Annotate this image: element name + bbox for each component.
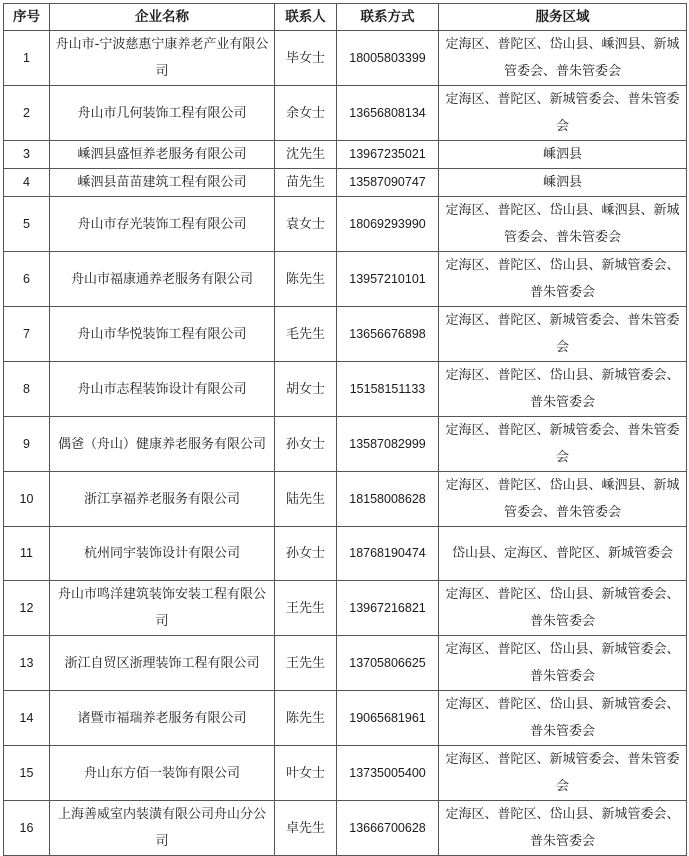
table-row [4,307,687,362]
row-contact: 袁女士 [275,197,337,252]
row-no: 6 [4,252,50,307]
table-row [4,169,687,197]
row-contact: 胡女士 [275,362,337,417]
row-contact: 孙女士 [275,417,337,472]
row-no: 5 [4,197,50,252]
row-no: 4 [4,169,50,197]
row-no: 7 [4,307,50,362]
row-no: 1 [4,31,50,86]
row-phone: 13587090747 [337,169,439,197]
row-area: 定海区、普陀区、岱山县、新城管委会、普朱管委会 [439,252,687,307]
row-no: 16 [4,801,50,856]
row-phone: 13735005400 [337,746,439,801]
row-no: 10 [4,472,50,527]
table-row [4,581,687,636]
row-company: 浙江自贸区浙理装饰工程有限公司 [50,636,275,691]
row-area: 定海区、普陀区、新城管委会、普朱管委会 [439,86,687,141]
table-row [4,636,687,691]
table-row [4,417,687,472]
row-area: 嵊泗县 [439,169,687,197]
row-no: 13 [4,636,50,691]
table-row [4,472,687,527]
row-contact: 陈先生 [275,252,337,307]
row-company: 偶爸（舟山）健康养老服务有限公司 [50,417,275,472]
row-area: 定海区、普陀区、岱山县、新城管委会、普朱管委会 [439,362,687,417]
row-contact: 王先生 [275,581,337,636]
row-contact: 沈先生 [275,141,337,169]
row-company: 舟山市鸣洋建筑装饰安装工程有限公司 [50,581,275,636]
header-row [4,4,687,31]
row-area: 岱山县、定海区、普陀区、新城管委会 [439,527,687,581]
header-contact: 联系人 [275,4,337,31]
row-no: 11 [4,527,50,581]
row-area: 定海区、普陀区、岱山县、嵊泗县、新城管委会、普朱管委会 [439,197,687,252]
row-phone: 13967235021 [337,141,439,169]
table-row [4,141,687,169]
row-area: 嵊泗县 [439,141,687,169]
row-company: 舟山东方佰一装饰有限公司 [50,746,275,801]
header-area: 服务区域 [439,4,687,31]
table-row [4,746,687,801]
row-phone: 18005803399 [337,31,439,86]
row-contact: 毕女士 [275,31,337,86]
row-contact: 余女士 [275,86,337,141]
row-company: 诸暨市福瑞养老服务有限公司 [50,691,275,746]
table-row [4,197,687,252]
row-phone: 13656676898 [337,307,439,362]
row-area: 定海区、普陀区、岱山县、新城管委会、普朱管委会 [439,581,687,636]
table-row [4,527,687,581]
row-company: 舟山市几何装饰工程有限公司 [50,86,275,141]
row-company: 浙江享福养老服务有限公司 [50,472,275,527]
row-area: 定海区、普陀区、新城管委会、普朱管委会 [439,746,687,801]
row-phone: 15158151133 [337,362,439,417]
header-company: 企业名称 [50,4,275,31]
row-area: 定海区、普陀区、岱山县、嵊泗县、新城管委会、普朱管委会 [439,472,687,527]
row-no: 15 [4,746,50,801]
row-no: 12 [4,581,50,636]
row-phone: 18158008628 [337,472,439,527]
row-phone: 13587082999 [337,417,439,472]
row-area: 定海区、普陀区、新城管委会、普朱管委会 [439,307,687,362]
row-no: 8 [4,362,50,417]
table-row [4,252,687,307]
row-company: 舟山市福康通养老服务有限公司 [50,252,275,307]
row-contact: 卓先生 [275,801,337,856]
row-phone: 19065681961 [337,691,439,746]
service-provider-table [3,3,687,856]
row-area: 定海区、普陀区、新城管委会、普朱管委会 [439,417,687,472]
row-area: 定海区、普陀区、岱山县、新城管委会、普朱管委会 [439,801,687,856]
row-company: 舟山市志程装饰设计有限公司 [50,362,275,417]
row-company: 嵊泗县盛恒养老服务有限公司 [50,141,275,169]
row-no: 14 [4,691,50,746]
table-row [4,691,687,746]
row-area: 定海区、普陀区、岱山县、嵊泗县、新城管委会、普朱管委会 [439,31,687,86]
row-phone: 18768190474 [337,527,439,581]
row-company: 舟山市华悦装饰工程有限公司 [50,307,275,362]
row-area: 定海区、普陀区、岱山县、新城管委会、普朱管委会 [439,691,687,746]
row-area: 定海区、普陀区、岱山县、新城管委会、普朱管委会 [439,636,687,691]
row-phone: 13957210101 [337,252,439,307]
table-row [4,801,687,856]
row-company: 上海善威室内装潢有限公司舟山分公司 [50,801,275,856]
table-row [4,86,687,141]
row-contact: 孙女士 [275,527,337,581]
header-no: 序号 [4,4,50,31]
row-contact: 陈先生 [275,691,337,746]
row-no: 9 [4,417,50,472]
row-no: 3 [4,141,50,169]
row-phone: 13967216821 [337,581,439,636]
row-contact: 陆先生 [275,472,337,527]
row-contact: 毛先生 [275,307,337,362]
row-contact: 王先生 [275,636,337,691]
row-phone: 13656808134 [337,86,439,141]
row-no: 2 [4,86,50,141]
row-company: 嵊泗县苗苗建筑工程有限公司 [50,169,275,197]
row-company: 舟山市存光装饰工程有限公司 [50,197,275,252]
row-phone: 18069293990 [337,197,439,252]
row-company: 舟山市-宁波慈惠宁康养老产业有限公司 [50,31,275,86]
table-row [4,362,687,417]
row-contact: 叶女士 [275,746,337,801]
header-phone: 联系方式 [337,4,439,31]
row-company: 杭州同宇装饰设计有限公司 [50,527,275,581]
row-phone: 13705806625 [337,636,439,691]
row-phone: 13666700628 [337,801,439,856]
row-contact: 苗先生 [275,169,337,197]
table-row [4,31,687,86]
